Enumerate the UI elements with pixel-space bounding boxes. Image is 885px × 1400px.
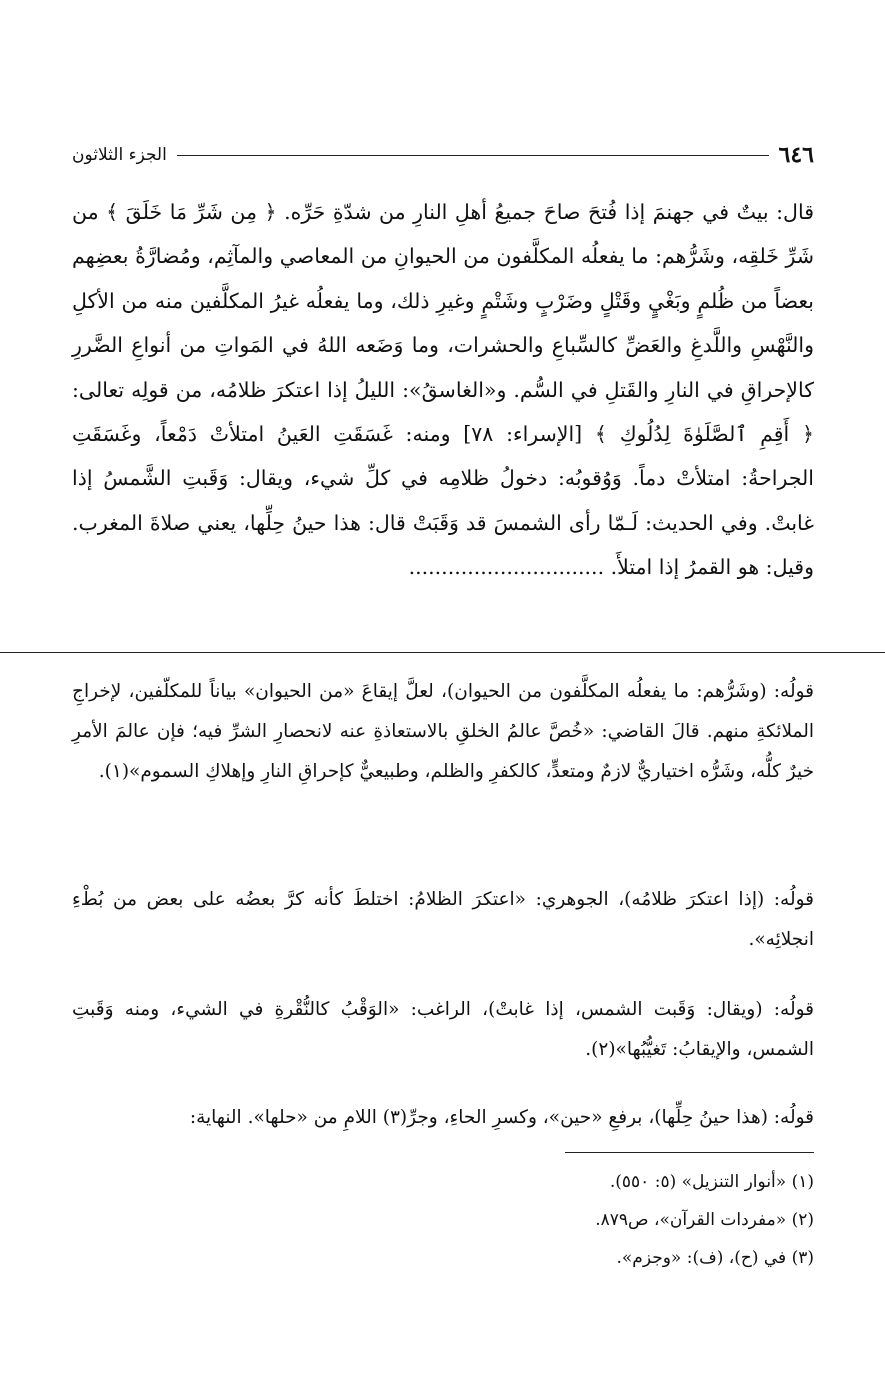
commentary-paragraph: قولُه: (وشَرُّهم: ما يفعلُه المكلَّفون من الحيوان)، لعلَّ إيقاعَ «من الحيوان» بياناً للمكلّفين، لإخراجِ الملائكةِ منهم. قالَ القاضي: «خُصَّ عالمُ الخلقِ بالاستعاذةِ عنه لانحصارِ الشرِّ فيه؛ فإن عالمَ الأمرِ خيرٌ كلُّه، وشَرُّه اختياريٌّ لازمٌ ومتعدٍّ، كالكفرِ والظلم، وطبيعيٌّ كإحراقِ النارِ وإهلاكِ السموم»(١). [72,681,814,782]
header-rule [177,155,769,156]
commentary-paragraph: قولُه: (ويقال: وَقَبت الشمس، إذا غابتْ)، الراغب: «الوَقْبُ كالنُّقْرةِ في الشيء، ومنه وَقَبتِ الشمس، والإيقابُ: تَغيُّبُها»(٢). [72,999,814,1060]
page-number: ٦٤٦ [778,142,814,168]
footnote: (٢) «مفردات القرآن»، ص٨٧٩. [595,1210,814,1230]
main-text: قال: بيتٌ في جهنمَ إذا فُتحَ صاحَ جميعُ أهلِ النارِ من شدّةِ حَرِّه. ﴿ مِن شَرِّ مَا خَلَقَ ﴾ من شَرِّ خَلقِه، وشَرُّهم: ما يفعلُه المكلَّفون من الحيوانِ من المعاصي والمآثِم، ومُضارَّةُ بعضِهم بعضاً من ظُلمٍ وبَغْيٍ وقَتْلٍ وضَرْبٍ وشَتْمٍ وغيرِ ذلك، وما يفعلُه غيرُ المكلَّفين منه من الأكلِ والنَّهْسِ واللَّدغِ والعَضِّ كالسِّباعِ والحشرات، وما وَضَعه اللهُ في المَواتِ من أنواعِ الضَّررِ كالإحراقِ في النارِ والقَتلِ في السُّم. و«الغاسقُ»: الليلُ إذا اعتكرَ ظلامُه، من قولِه تعالى: ﴿ أَقِمِ ٱلصَّلَوٰةَ لِدُلُوكِ ﴾ [الإسراء: ٧٨] ومنه: غَسَقَتِ العَينُ امتلأتْ دَمْعاً، وغَسَقَتِ الجراحةُ: امتلأتْ دماً. وَوُقوبُه: دخولُ ظلامِه في كلِّ شيء، ويقال: وَقَبتِ الشَّمسُ إذا غابتْ. وفي الحديث: لَـمّا رأى الشمسَ قد وَقَبَتْ قال: هذا حينُ حِلِّها، يعني صلاةَ المغرب. وقيل: هو القمرُ إذا امتلأَ. .............................. [72,200,814,580]
page-header [72,138,814,172]
commentary-paragraph: قولُه: (هذا حينُ حِلِّها)، برفعِ «حين»، وكسرِ الحاءِ، وجرِّ(٣) اللامِ من «حلها». النهاية: [189,1107,814,1128]
footnote: (١) «أنوار التنزيل» (٥: ٥٥٠). [609,1172,814,1192]
footnote-rule [565,1152,814,1153]
footnote: (٣) في (ح)، (ف): «وجزم». [616,1248,814,1268]
commentary-paragraph: قولُه: (إذا اعتكرَ ظلامُه)، الجوهري: «اعتكرَ الظلامُ: اختلطَ كأنه كرَّ بعضُه على بعض من بُطْءِ انجلائِه». [72,889,814,950]
part-title: الجزء الثلاثون [72,145,167,165]
section-separator [0,652,885,653]
